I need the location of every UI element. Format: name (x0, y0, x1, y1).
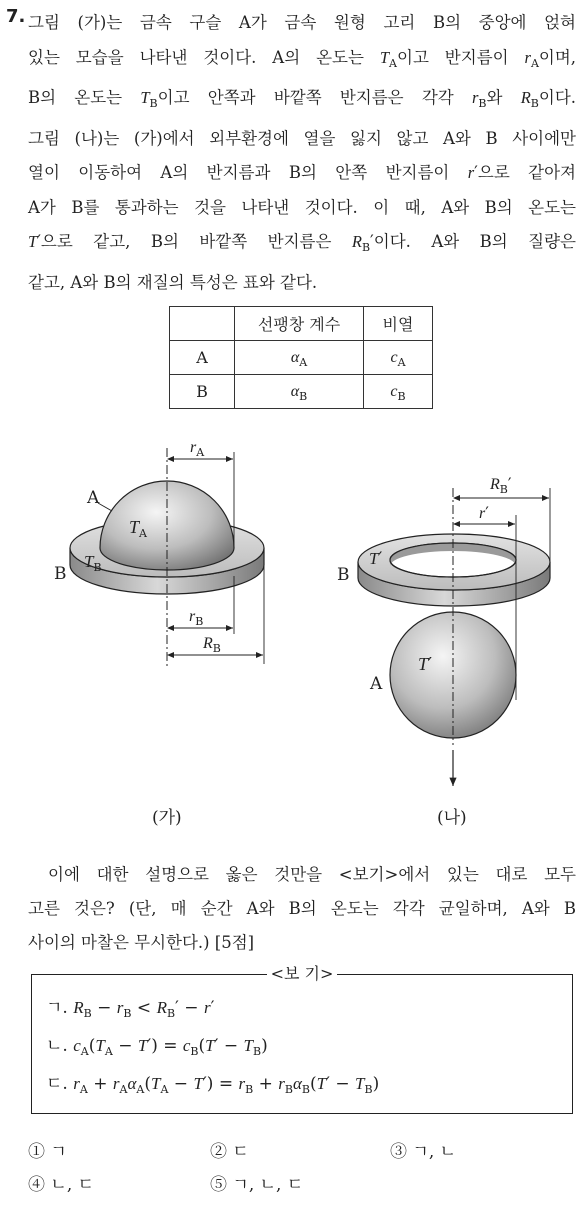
caption-ga: (가) (152, 808, 182, 828)
table-row (170, 375, 433, 409)
label-ta: $T_A$ (129, 517, 147, 540)
question-prompt (28, 858, 576, 960)
bogi-box (31, 964, 573, 1114)
label-a-right: A (370, 674, 383, 694)
bogi-item-3: ㄷ. $r_A + r_A\alpha_A(T_A - T') = r_B + r_B\alpha_B(T' - T_B)$ (46, 1074, 380, 1096)
stem-line: 열이 이동하여 A의 반지름과 B의 안쪽 반지름이 r′으로 같아져 (28, 163, 576, 182)
table-cell: $c_B$ (364, 375, 433, 409)
label-RB: $R_B$ (203, 635, 221, 655)
label-rprime: r′ (479, 503, 489, 522)
property-table (169, 306, 433, 409)
stem-line: A가 B를 통과하는 것을 나타낸 것이다. 이 때, A와 B의 온도는 (28, 197, 576, 217)
table-header-cell: 비열 (364, 307, 433, 341)
label-tprime-ball: T′ (418, 654, 433, 675)
stem-line: B의 온도는 $T_B$이고 안쪽과 바깥쪽 반지름은 각각 $r_B$와 $R_B$이다. (28, 88, 576, 110)
question-number: 7. (6, 6, 26, 27)
table-cell: $\alpha_B$ (235, 375, 364, 409)
table-header-row (170, 307, 433, 341)
label-b: B (54, 564, 67, 584)
table-cell: B (170, 375, 235, 409)
caption-na: (나) (437, 808, 467, 828)
bogi-item-2: ㄴ. $c_A(T_A - T') = c_B(T' - T_B)$ (46, 1036, 268, 1058)
choice-4[interactable]: ④ ㄴ, ㄷ (28, 1175, 95, 1195)
table-header-cell (170, 307, 235, 341)
label-rb: $r_B$ (189, 608, 204, 628)
choice-2[interactable]: ② ㄷ (210, 1142, 249, 1162)
figure-right (358, 488, 550, 786)
stem-line: 그림 (가)는 금속 구슬 A가 금속 원형 고리 B의 중앙에 얹혀 (28, 13, 576, 32)
label-b-right: B (337, 565, 350, 585)
label-tprime-ring: T′ (369, 549, 383, 569)
label-tb: $T_B$ (84, 552, 102, 574)
table-header-cell: 선팽창 계수 (235, 307, 364, 341)
bogi-title: <보 기> (32, 963, 572, 985)
stem-line: 같고, A와 B의 재질의 특성은 표와 같다. (28, 272, 318, 292)
table-row (170, 341, 433, 375)
stem-line: T′으로 같고, B의 바깥쪽 반지름은 $R_B'$이다. A와 B의 질량은 (28, 232, 576, 254)
prompt-line: 이에 대한 설명으로 옳은 것만을 <보기>에서 있는 대로 모두 (48, 865, 576, 884)
stem-line: 있는 모습을 나타낸 것이다. A의 온도는 $T_A$이고 반지름이 $r_A$이며, (28, 47, 577, 70)
prompt-line: 사이의 마찰은 무시한다.) [5점] (28, 933, 255, 952)
bogi-item-1: ㄱ. $R_B - r_B < R_B' - r'$ (46, 998, 215, 1020)
prompt-line: 고른 것은? (단, 매 순간 A와 B의 온도는 각각 균일하며, A와 B (28, 899, 576, 918)
choice-1[interactable]: ① ㄱ (28, 1142, 67, 1162)
choice-5[interactable]: ⑤ ㄱ, ㄴ, ㄷ (210, 1175, 304, 1195)
label-RBprime: $R_B'$ (490, 474, 512, 496)
table-cell: $\alpha_A$ (235, 341, 364, 375)
choice-3[interactable]: ③ ㄱ, ㄴ (390, 1142, 457, 1162)
label-ra: $r_A$ (190, 439, 205, 459)
leader-line (98, 503, 112, 511)
label-a: A (87, 488, 100, 508)
stem-line: 그림 (나)는 (가)에서 외부환경에 열을 잃지 않고 A와 B 사이에만 (28, 128, 576, 148)
table-cell: A (170, 341, 235, 375)
table-cell: $c_A$ (364, 341, 433, 375)
ring-b-top (358, 534, 550, 590)
question-stem (28, 6, 576, 300)
